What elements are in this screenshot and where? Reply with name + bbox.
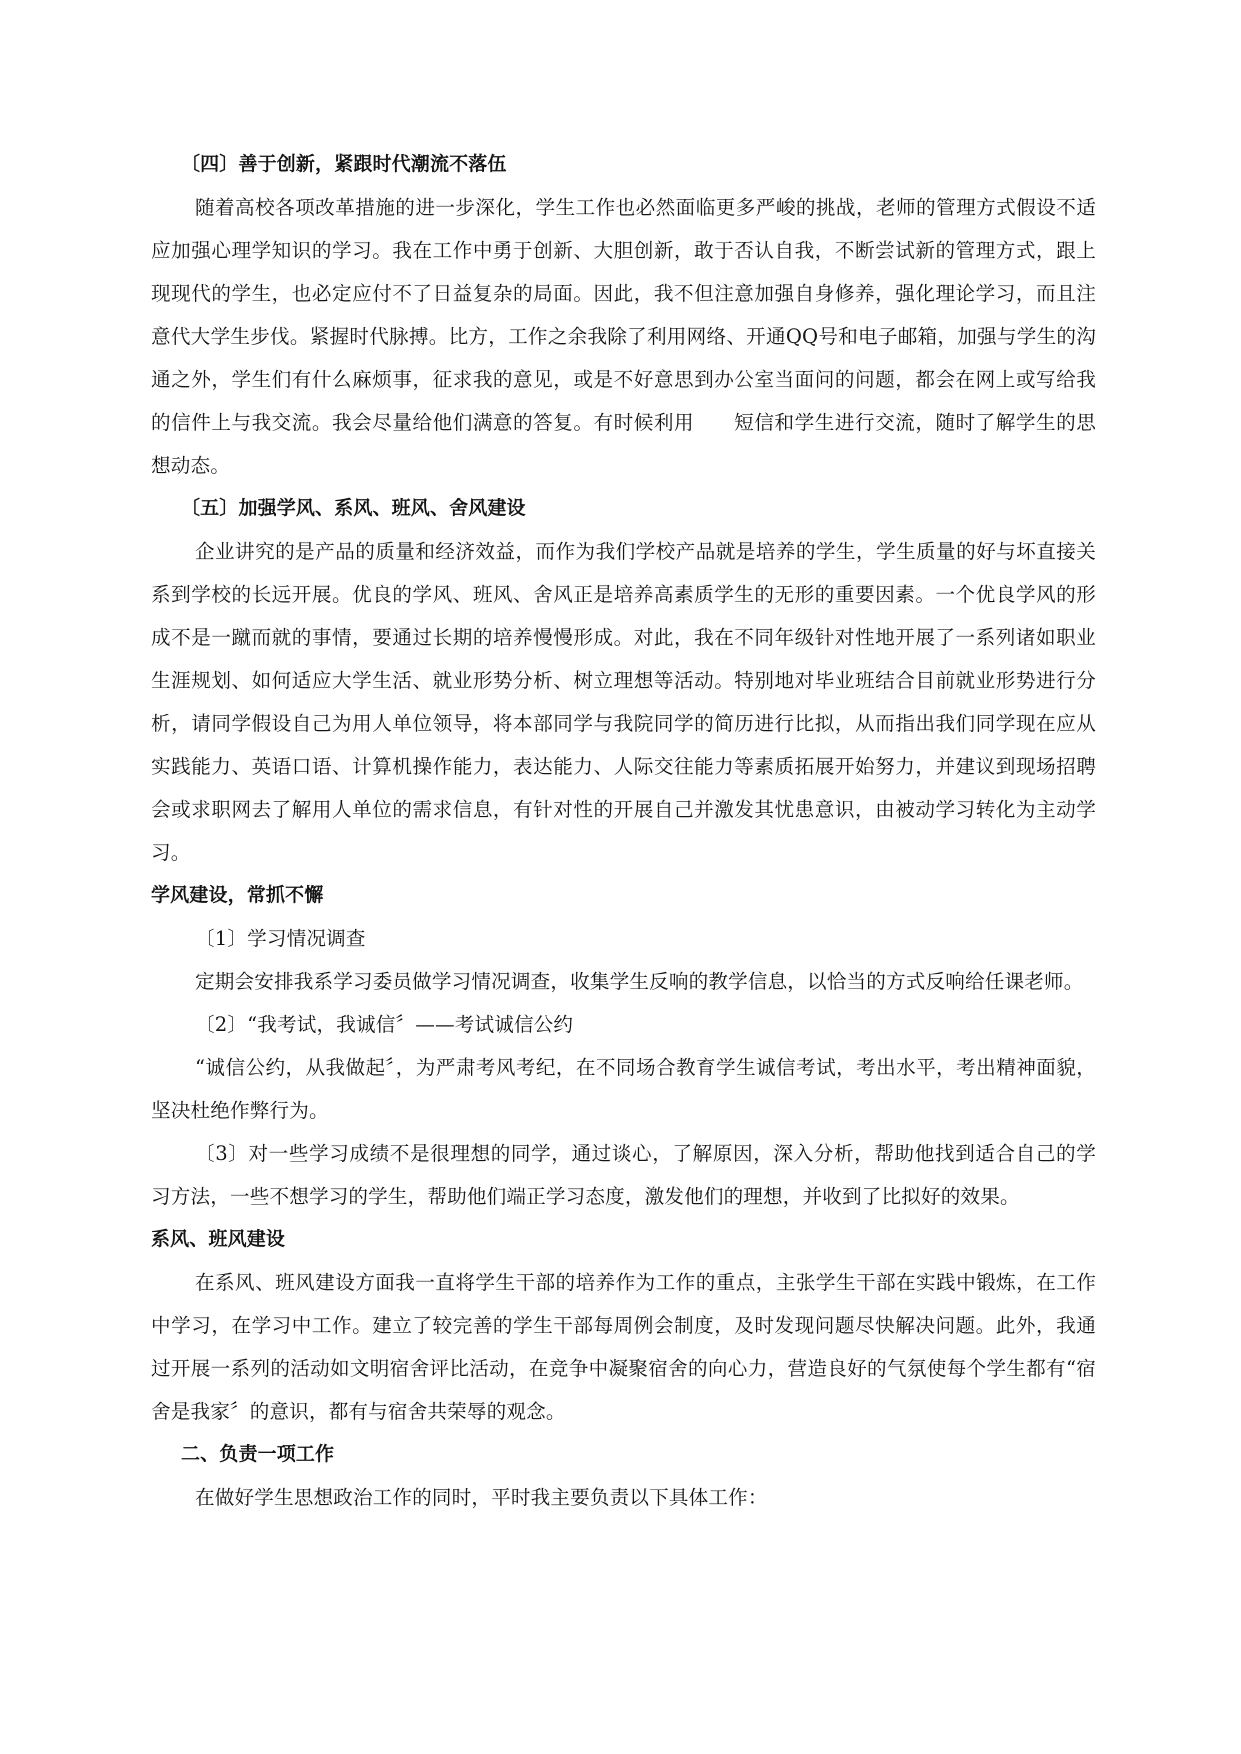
- part-two-heading: 二、负责一项工作: [181, 1443, 335, 1465]
- part-two-paragraph: 在做好学生思想政治工作的同时，平时我主要负责以下具体工作：: [195, 1486, 768, 1509]
- section-five-paragraph: 企业讲究的是产品的质量和经济效益，而作为我们学校产品就是培养的学生，学生质量的好与坏直接关系到学校的长远开展。优良的学风、班风、舍风正是培养高素质学生的无形的重要因素。一个优良学风的形成不是一蹴而就的事情，要通过长期的培养慢慢形成。对此，我在不同年级针对性地开展了一系列诸如职业生涯规划、如何适应大学生活、就业形势分析、树立理想等活动。特别地对毕业班结合目前就业形势进行分析，请同学假设自己为用人单位领导，将本部同学与我院同学的简历进行比拟，从而指出我们同学现在应从实践能力、英语口语、计算机操作能力，表达能力、人际交往能力等素质拓展开始努力，并建议到现场招聘会或求职网去了解用人单位的需求信息，有针对性的开展自己并激发其忧患意识，由被动学习转化为主动学习。: [151, 540, 1096, 864]
- dept-class-heading: 系风、班风建设: [151, 1228, 286, 1250]
- item-3-paragraph: 〔3〕对一些学习成绩不是很理想的同学，通过谈心，了解原因，深入分析，帮助他找到适合自己的学习方法，一些不想学习的学生，帮助他们端正学习态度，激发他们的理想，并收到了比拟好的效果。: [151, 1142, 1096, 1208]
- study-style-heading: 学风建设，常抓不懈: [151, 884, 324, 906]
- dept-class-paragraph: 在系风、班风建设方面我一直将学生干部的培养作为工作的重点，主张学生干部在实践中锻炼，在工作中学习，在学习中工作。建立了较完善的学生干部每周例会制度，及时发现问题尽快解决问题。此外，我通过开展一系列的活动如文明宿舍评比活动，在竞争中凝聚宿舍的向心力，营造良好的气氛使每个学生都有“宿舍是我家〞的意识，都有与宿舍共荣辱的观念。: [151, 1271, 1096, 1423]
- item-2-title: 〔2〕“我考试，我诚信〞——考试诚信公约: [195, 1013, 574, 1036]
- section-five-heading: 〔五〕加强学风、系风、班风、舍风建设: [181, 497, 526, 519]
- document-body: [151, 143, 1096, 1519]
- section-four-heading: 〔四〕善于创新，紧跟时代潮流不落伍: [181, 153, 507, 175]
- item-1-paragraph: 定期会安排我系学习委员做学习情况调查，收集学生反响的教学信息，以恰当的方式反响给任课老师。: [195, 970, 1084, 993]
- item-1-title: 〔1〕学习情况调查: [195, 927, 366, 950]
- item-2-paragraph: “诚信公约，从我做起〞，为严肃考风考纪，在不同场合教育学生诚信考试，考出水平，考出精神面貌，坚决杜绝作弊行为。: [151, 1056, 1096, 1122]
- section-four-paragraph: 随着高校各项改革措施的进一步深化，学生工作也必然面临更多严峻的挑战，老师的管理方式假设不适应加强心理学知识的学习。我在工作中勇于创新、大胆创新，敢于否认自我，不断尝试新的管理方式，跟上现现代的学生，也必定应付不了日益复杂的局面。因此，我不但注意加强自身修养，强化理论学习，而且注意代大学生步伐。紧握时代脉搏。比方，工作之余我除了利用网络、开通QQ号和电子邮箱，加强与学生的沟通之外，学生们有什么麻烦事，征求我的意见，或是不好意思到办公室当面问的问题，都会在网上或写给我的信件上与我交流。我会尽量给他们满意的答复。有时候利用 短信和学生进行交流，随时了解学生的思想动态。: [151, 196, 1096, 477]
